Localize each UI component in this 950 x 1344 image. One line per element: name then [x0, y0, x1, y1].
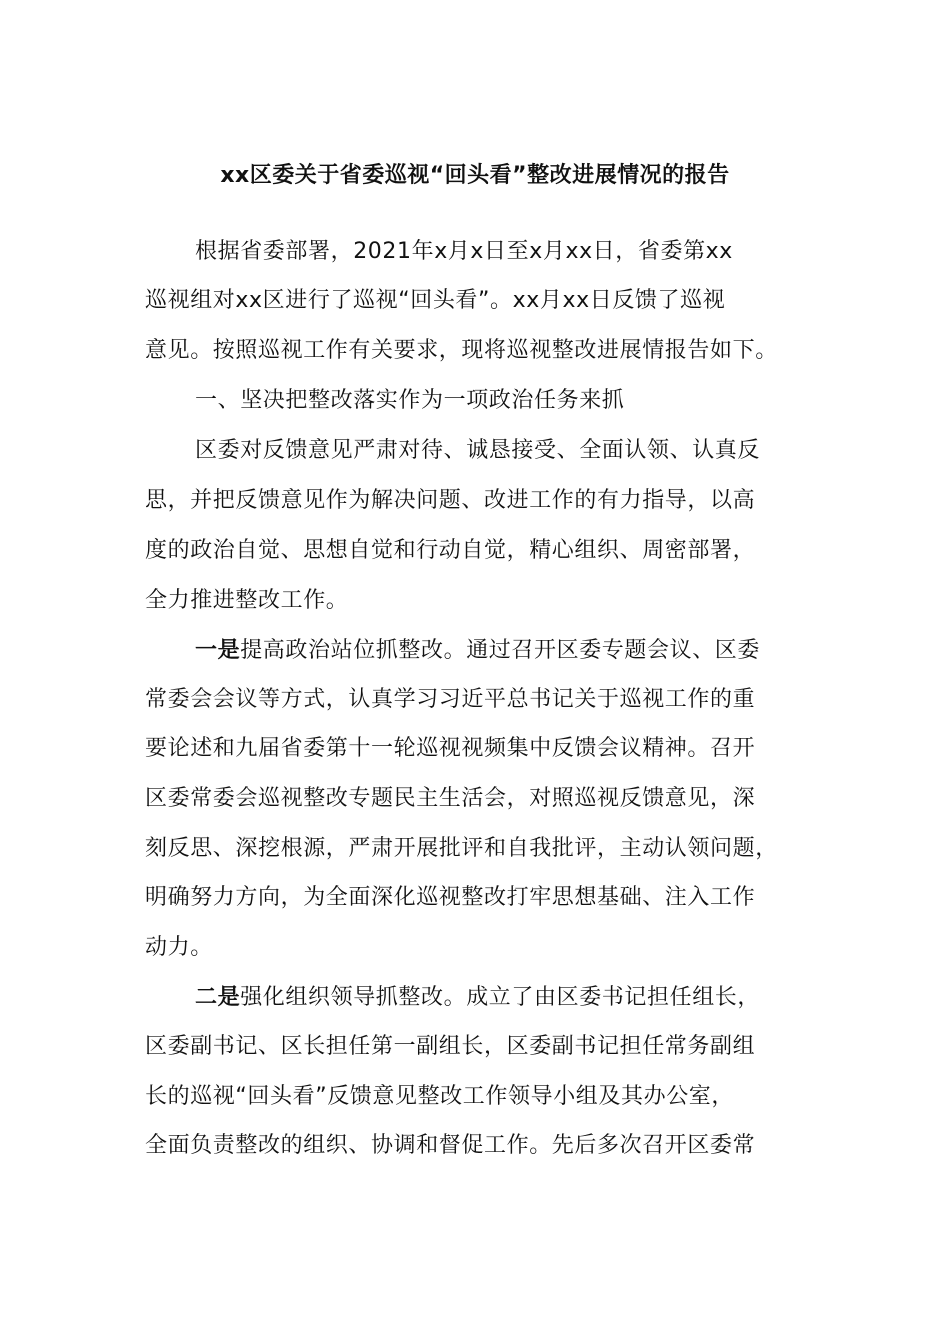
document-title: xx区委关于省委巡视“回头看”整改进展情况的报告 — [220, 163, 730, 188]
paragraph-line — [145, 335, 778, 367]
paragraph-line — [145, 535, 755, 567]
paragraph-line — [145, 932, 213, 964]
paragraph-line — [195, 635, 760, 667]
paragraph-line — [145, 585, 348, 617]
paragraph-line — [145, 1130, 755, 1162]
line-text: 常委会会议等方式，认真学习习近平总书记关于巡视工作的重 — [145, 687, 756, 712]
paragraph-line — [145, 882, 755, 914]
line-text: 全面负责整改的组织、协调和督促工作。先后多次召开区委常 — [145, 1133, 756, 1158]
line-text: 意见。按照巡视工作有关要求，现将巡视整改进展情报告如下。 — [145, 338, 778, 363]
line-text: 巡视组对xx区进行了巡视“回头看”。xx月xx日反馈了巡视 — [145, 288, 726, 313]
paragraph-line — [145, 733, 755, 765]
paragraph-line — [145, 783, 755, 815]
paragraph-line — [145, 485, 755, 517]
line-text: 刻反思、深挖根源，严肃开展批评和自我批评，主动认领问题， — [145, 836, 778, 861]
line-text: 区委常委会巡视整改专题民主生活会，对照巡视反馈意见，深 — [145, 786, 756, 811]
line-text: 区委副书记、区长担任第一副组长，区委副书记担任常务副组 — [145, 1034, 756, 1059]
line-text: 提高政治站位抓整改。通过召开区委专题会议、区委 — [240, 638, 761, 663]
line-text: 强化组织领导抓整改。成立了由区委书记担任组长， — [240, 985, 761, 1010]
section-heading — [195, 385, 624, 417]
line-text: 一、坚决把整改落实作为一项政治任务来抓 — [195, 388, 625, 413]
paragraph-line — [145, 833, 778, 865]
line-text: 动力。 — [145, 935, 213, 960]
line-text: 长的巡视“回头看”反馈意见整改工作领导小组及其办公室， — [145, 1084, 734, 1109]
paragraph-line — [145, 1081, 734, 1113]
line-lead: 二是 — [195, 985, 241, 1010]
paragraph-line — [195, 236, 733, 268]
paragraph-line — [145, 684, 755, 716]
paragraph-line — [145, 1031, 755, 1063]
line-text: 全力推进整改工作。 — [145, 588, 349, 613]
line-text: 思，并把反馈意见作为解决问题、改进工作的有力指导，以高 — [145, 488, 756, 513]
paragraph-line — [195, 435, 760, 467]
line-text: 度的政治自觉、思想自觉和行动自觉，精心组织、周密部署， — [145, 538, 756, 563]
paragraph-line — [195, 982, 760, 1014]
line-text: 明确努力方向，为全面深化巡视整改打牢思想基础、注入工作 — [145, 885, 756, 910]
line-lead: 一是 — [195, 638, 241, 663]
line-text: 要论述和九届省委第十一轮巡视视频集中反馈会议精神。召开 — [145, 736, 756, 761]
paragraph-line — [145, 285, 725, 317]
line-text: 区委对反馈意见严肃对待、诚恳接受、全面认领、认真反 — [195, 438, 761, 463]
line-text: 根据省委部署，2021年x月x日至x月xx日，省委第xx — [195, 239, 733, 264]
